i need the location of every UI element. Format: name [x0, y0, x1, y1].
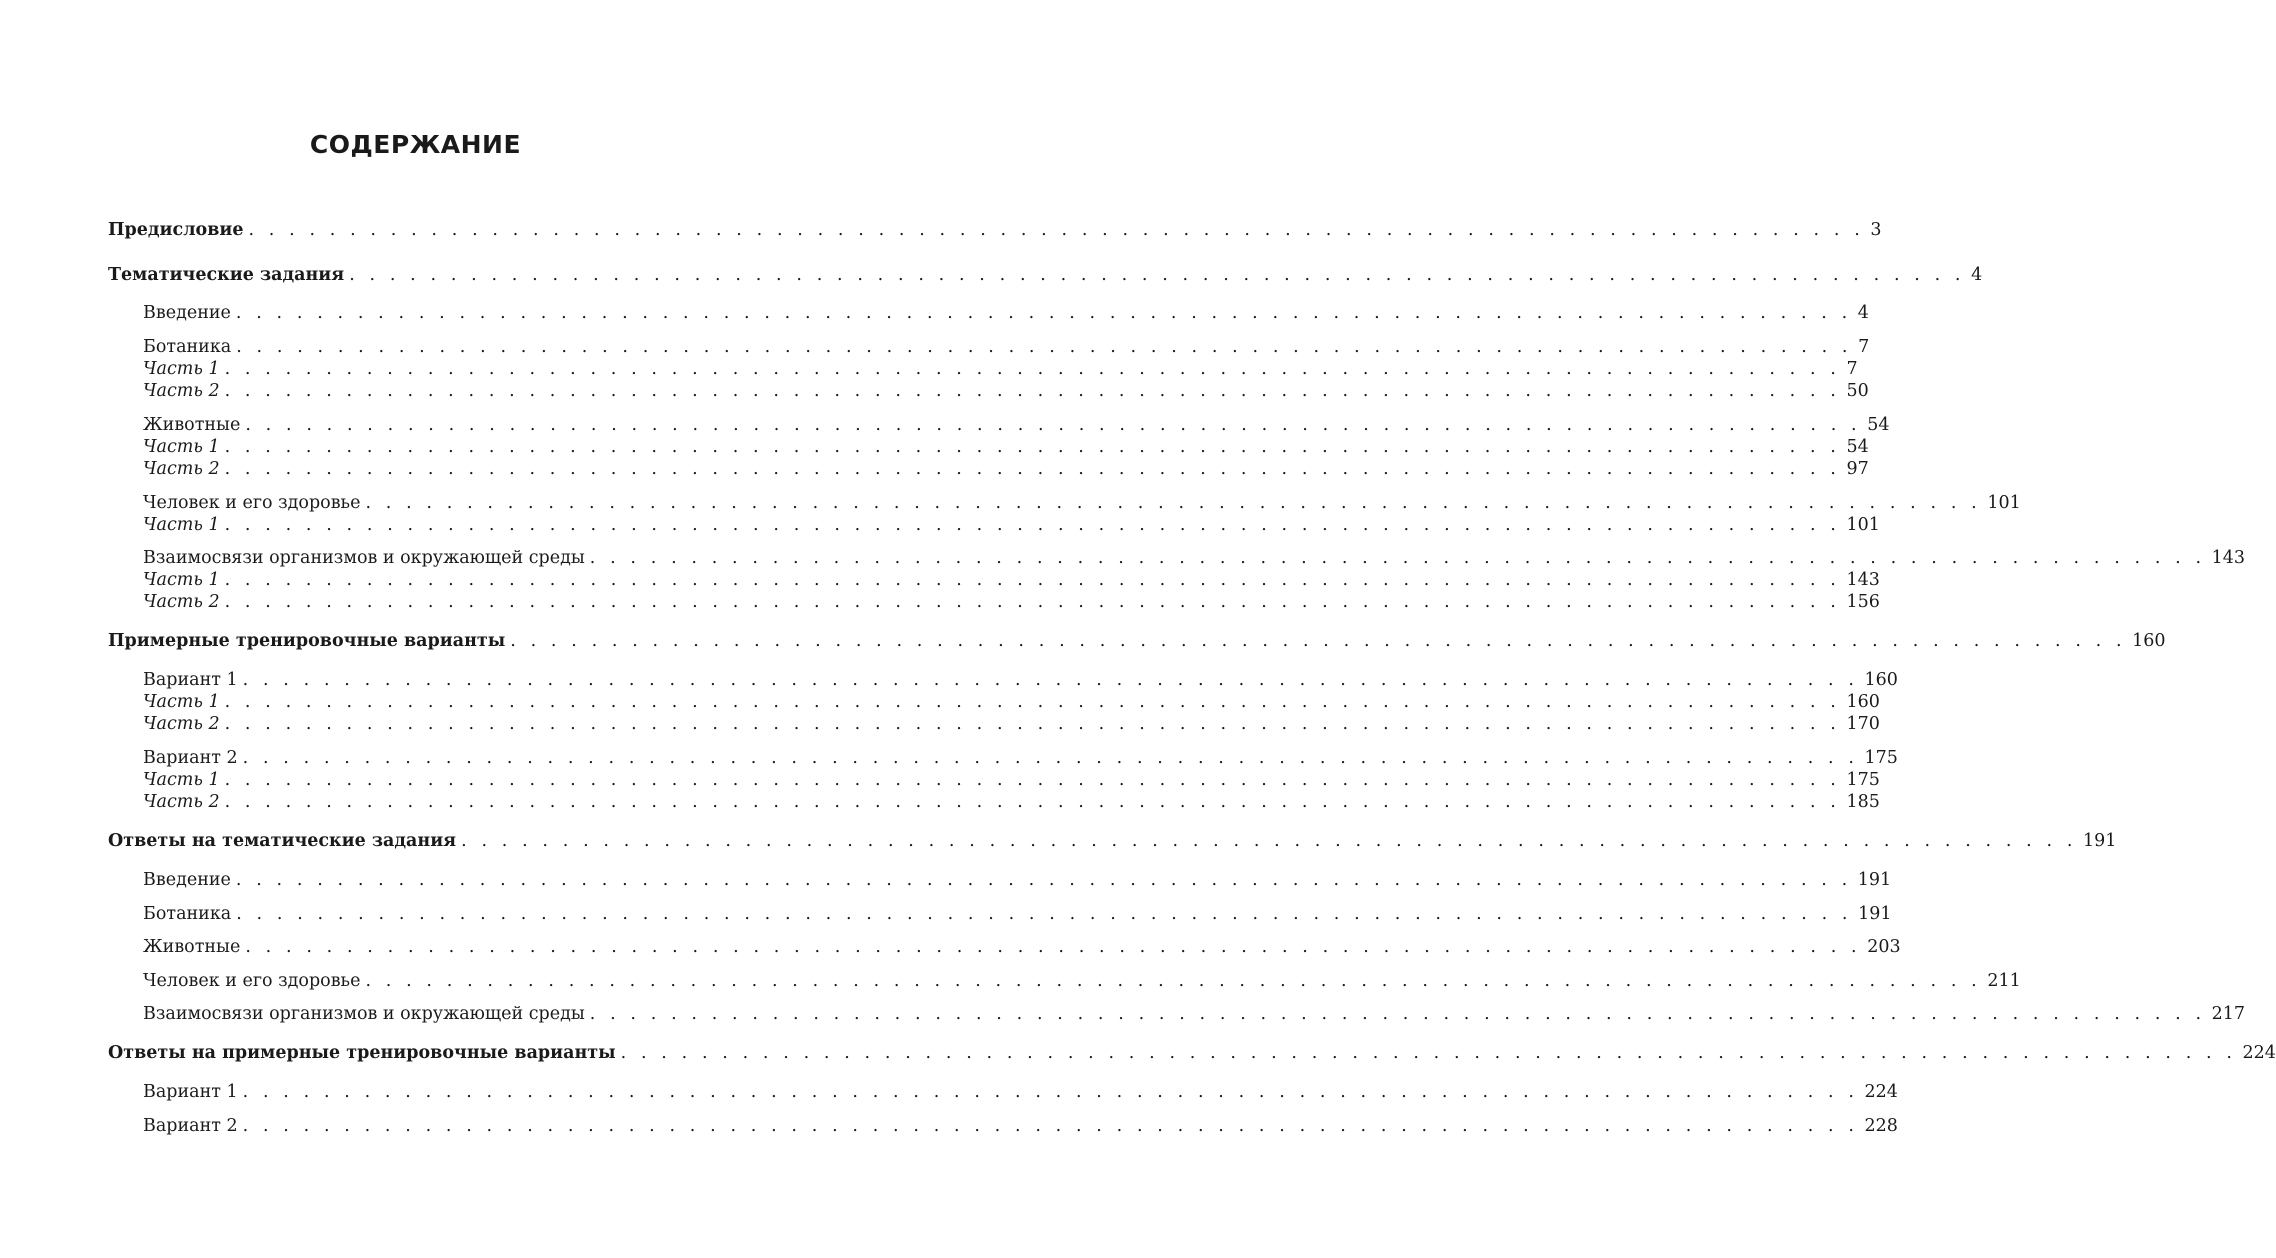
- toc-dot-leader: . . . . . . . . . . . . . . . . . . . . . . . . . . . . . . . . . . . . . . . . . . . . . . . . . . . . . . . . . . . . . . . . . . . . . . . . . . . . . . . .: [224, 381, 1841, 401]
- toc-dot-leader: . . . . . . . . . . . . . . . . . . . . . . . . . . . . . . . . . . . . . . . . . . . . . . . . . . . . . . . . . . . . . . . . . . . . . . . . . . . . . . . .: [224, 592, 1841, 612]
- toc-entry-variant-answers[interactable]: [108, 1042, 2276, 1064]
- toc-entry-variant-2[interactable]: [108, 1115, 1898, 1137]
- toc-entry-label: Вариант 2: [143, 748, 238, 768]
- toc-entry-human-health[interactable]: [108, 970, 2021, 992]
- page-title: СОДЕРЖАНИЕ: [309, 130, 522, 159]
- toc-entry-part[interactable]: [108, 769, 1880, 791]
- toc-entry-part[interactable]: [108, 436, 1869, 458]
- toc-entry-ecology[interactable]: [108, 1003, 2246, 1025]
- toc-dot-leader: . . . . . . . . . . . . . . . . . . . . . . . . . . . . . . . . . . . . . . . . . . . . . . . . . . . . . . . . . . . . . . . . . . . . . . . . . . . . . . . .: [349, 265, 1966, 285]
- toc-entry-thematic-answers[interactable]: [108, 830, 2117, 852]
- toc-entry-ecology[interactable]: [108, 547, 2246, 569]
- toc-page-number: 101: [1846, 515, 1880, 535]
- toc-entry-label: Взаимосвязи организмов и окружающей среды: [143, 548, 585, 568]
- toc-dot-leader: . . . . . . . . . . . . . . . . . . . . . . . . . . . . . . . . . . . . . . . . . . . . . . . . . . . . . . . . . . . . . . . . . . . . . . . . . . . . . . . .: [242, 748, 1859, 768]
- toc-entry-label: Введение: [143, 303, 231, 323]
- toc-entry-part[interactable]: [108, 791, 1880, 813]
- toc-entry-part[interactable]: [108, 458, 1869, 480]
- toc-dot-leader: . . . . . . . . . . . . . . . . . . . . . . . . . . . . . . . . . . . . . . . . . . . . . . . . . . . . . . . . . . . . . . . . . . . . . . . . . . . . . . . .: [242, 1082, 1859, 1102]
- toc-page-number: 54: [1867, 415, 1890, 435]
- toc-page-number: 97: [1846, 459, 1869, 479]
- toc-page-number: 191: [1858, 904, 1892, 924]
- toc-entry-label: Часть 1: [143, 770, 220, 790]
- toc-entry-label: Животные: [143, 937, 241, 957]
- toc-dot-leader: . . . . . . . . . . . . . . . . . . . . . . . . . . . . . . . . . . . . . . . . . . . . . . . . . . . . . . . . . . . . . . . . . . . . . . . . . . . . . . . .: [461, 831, 2077, 851]
- toc-entry-preface[interactable]: [108, 219, 1882, 241]
- toc-entry-label: Вариант 1: [143, 670, 238, 690]
- toc-entry-label: Вариант 2: [143, 1116, 238, 1136]
- toc-dot-leader: . . . . . . . . . . . . . . . . . . . . . . . . . . . . . . . . . . . . . . . . . . . . . . . . . . . . . . . . . . . . . . . . . . . . . . . . . . . . . . . .: [242, 670, 1859, 690]
- toc-entry-label: Часть 2: [143, 792, 220, 812]
- toc-dot-leader: . . . . . . . . . . . . . . . . . . . . . . . . . . . . . . . . . . . . . . . . . . . . . . . . . . . . . . . . . . . . . . . . . . . . . . . . . . . . . . . .: [248, 220, 1865, 240]
- toc-page-number: 7: [1846, 359, 1858, 379]
- toc-dot-leader: . . . . . . . . . . . . . . . . . . . . . . . . . . . . . . . . . . . . . . . . . . . . . . . . . . . . . . . . . . . . . . . . . . . . . . . . . . . . . . . .: [224, 692, 1841, 712]
- toc-entry-label: Часть 1: [143, 359, 220, 379]
- toc-dot-leader: . . . . . . . . . . . . . . . . . . . . . . . . . . . . . . . . . . . . . . . . . . . . . . . . . . . . . . . . . . . . . . . . . . . . . . . . . . . . . . . .: [245, 937, 1862, 957]
- toc-entry-label: Часть 1: [143, 437, 220, 457]
- toc-page-number: 50: [1846, 381, 1869, 401]
- toc-entry-botany[interactable]: [108, 903, 1892, 925]
- toc-page-number: 191: [1857, 870, 1892, 890]
- toc-entry-training-variants[interactable]: [108, 630, 2166, 652]
- toc-dot-leader: . . . . . . . . . . . . . . . . . . . . . . . . . . . . . . . . . . . . . . . . . . . . . . . . . . . . . . . . . . . . . . . . . . . . . . . . . . . . . . . .: [224, 437, 1841, 457]
- toc-page-number: 224: [1864, 1082, 1898, 1102]
- toc-entry-label: Ответы на примерные тренировочные варианты: [108, 1043, 616, 1063]
- toc-entry-label: Тематические задания: [108, 265, 345, 285]
- toc-entry-part[interactable]: [108, 380, 1869, 402]
- toc-page-number: 191: [2083, 831, 2117, 851]
- toc-page-number: 217: [2211, 1004, 2246, 1024]
- toc-page-number: 7: [1858, 337, 1870, 357]
- toc-dot-leader: . . . . . . . . . . . . . . . . . . . . . . . . . . . . . . . . . . . . . . . . . . . . . . . . . . . . . . . . . . . . . . . . . . . . . . . . . . . . . . . .: [620, 1043, 2237, 1063]
- toc-page-number: 160: [1864, 670, 1898, 690]
- toc-entry-variant-1[interactable]: [108, 669, 1898, 691]
- toc-entry-label: Ответы на тематические задания: [108, 831, 457, 851]
- toc-dot-leader: . . . . . . . . . . . . . . . . . . . . . . . . . . . . . . . . . . . . . . . . . . . . . . . . . . . . . . . . . . . . . . . . . . . . . . . . . . . . . . . .: [365, 493, 1982, 513]
- table-of-contents: [108, 0, 2276, 1258]
- toc-entry-variant-1[interactable]: [108, 1081, 1898, 1103]
- toc-page-number: 54: [1846, 437, 1869, 457]
- toc-dot-leader: . . . . . . . . . . . . . . . . . . . . . . . . . . . . . . . . . . . . . . . . . . . . . . . . . . . . . . . . . . . . . . . . . . . . . . . . . . . . . . . .: [245, 415, 1862, 435]
- toc-entry-introduction[interactable]: [108, 302, 1869, 324]
- toc-entry-label: Часть 1: [143, 692, 220, 712]
- toc-page-number: 170: [1846, 714, 1880, 734]
- toc-dot-leader: . . . . . . . . . . . . . . . . . . . . . . . . . . . . . . . . . . . . . . . . . . . . . . . . . . . . . . . . . . . . . . . . . . . . . . . . . . . . . . . .: [510, 631, 2127, 651]
- toc-entry-label: Часть 2: [143, 381, 220, 401]
- toc-dot-leader: . . . . . . . . . . . . . . . . . . . . . . . . . . . . . . . . . . . . . . . . . . . . . . . . . . . . . . . . . . . . . . . . . . . . . . . . . . . . . . . .: [236, 904, 1853, 924]
- toc-entry-thematic-tasks[interactable]: [108, 264, 1983, 286]
- toc-dot-leader: . . . . . . . . . . . . . . . . . . . . . . . . . . . . . . . . . . . . . . . . . . . . . . . . . . . . . . . . . . . . . . . . . . . . . . . . . . . . . . . .: [235, 303, 1852, 323]
- toc-page-number: 203: [1867, 937, 1901, 957]
- toc-page-number: 160: [2132, 631, 2166, 651]
- toc-entry-label: Ботаника: [143, 904, 232, 924]
- toc-dot-leader: . . . . . . . . . . . . . . . . . . . . . . . . . . . . . . . . . . . . . . . . . . . . . . . . . . . . . . . . . . . . . . . . . . . . . . . . . . . . . . . .: [224, 515, 1841, 535]
- toc-entry-label: Часть 2: [143, 714, 220, 734]
- toc-entry-animals[interactable]: [108, 414, 1890, 436]
- toc-dot-leader: . . . . . . . . . . . . . . . . . . . . . . . . . . . . . . . . . . . . . . . . . . . . . . . . . . . . . . . . . . . . . . . . . . . . . . . . . . . . . . . .: [242, 1116, 1859, 1136]
- toc-page-number: 228: [1864, 1116, 1898, 1136]
- toc-dot-leader: . . . . . . . . . . . . . . . . . . . . . . . . . . . . . . . . . . . . . . . . . . . . . . . . . . . . . . . . . . . . . . . . . . . . . . . . . . . . . . . .: [224, 770, 1841, 790]
- toc-entry-label: Вариант 1: [143, 1082, 238, 1102]
- toc-page-number: 156: [1846, 592, 1880, 612]
- toc-entry-variant-2[interactable]: [108, 747, 1898, 769]
- toc-page-number: 175: [1864, 748, 1898, 768]
- toc-dot-leader: . . . . . . . . . . . . . . . . . . . . . . . . . . . . . . . . . . . . . . . . . . . . . . . . . . . . . . . . . . . . . . . . . . . . . . . . . . . . . . . .: [224, 714, 1841, 734]
- toc-entry-botany[interactable]: [108, 336, 1870, 358]
- toc-page-number: 175: [1846, 770, 1880, 790]
- toc-dot-leader: . . . . . . . . . . . . . . . . . . . . . . . . . . . . . . . . . . . . . . . . . . . . . . . . . . . . . . . . . . . . . . . . . . . . . . . . . . . . . . . .: [235, 870, 1852, 890]
- toc-dot-leader: . . . . . . . . . . . . . . . . . . . . . . . . . . . . . . . . . . . . . . . . . . . . . . . . . . . . . . . . . . . . . . . . . . . . . . . . . . . . . . . .: [589, 548, 2206, 568]
- toc-page-number: 4: [1857, 303, 1869, 323]
- toc-dot-leader: . . . . . . . . . . . . . . . . . . . . . . . . . . . . . . . . . . . . . . . . . . . . . . . . . . . . . . . . . . . . . . . . . . . . . . . . . . . . . . . .: [224, 359, 1841, 379]
- toc-page-number: 211: [1987, 971, 2021, 991]
- toc-entry-part[interactable]: [108, 691, 1880, 713]
- toc-entry-label: Часть 1: [143, 515, 220, 535]
- toc-page-number: 143: [2211, 548, 2246, 568]
- toc-entry-label: Животные: [143, 415, 241, 435]
- toc-entry-introduction[interactable]: [108, 869, 1892, 891]
- toc-page-number: 143: [1846, 570, 1880, 590]
- toc-entry-label: Предисловие: [108, 220, 244, 240]
- toc-entry-label: Часть 2: [143, 459, 220, 479]
- toc-entry-part[interactable]: [108, 514, 1880, 536]
- toc-dot-leader: . . . . . . . . . . . . . . . . . . . . . . . . . . . . . . . . . . . . . . . . . . . . . . . . . . . . . . . . . . . . . . . . . . . . . . . . . . . . . . . .: [224, 459, 1841, 479]
- toc-entry-label: Взаимосвязи организмов и окружающей среды: [143, 1004, 585, 1024]
- toc-page-number: 160: [1846, 692, 1880, 712]
- toc-entry-part[interactable]: [108, 569, 1880, 591]
- toc-page-number: 224: [2242, 1043, 2276, 1063]
- toc-dot-leader: . . . . . . . . . . . . . . . . . . . . . . . . . . . . . . . . . . . . . . . . . . . . . . . . . . . . . . . . . . . . . . . . . . . . . . . . . . . . . . . .: [365, 971, 1982, 991]
- toc-entry-label: Введение: [143, 870, 231, 890]
- toc-page-number: 4: [1971, 265, 1983, 285]
- toc-entry-label: Человек и его здоровье: [143, 971, 361, 991]
- toc-entry-animals[interactable]: [108, 936, 1901, 958]
- toc-entry-label: Часть 2: [143, 592, 220, 612]
- toc-dot-leader: . . . . . . . . . . . . . . . . . . . . . . . . . . . . . . . . . . . . . . . . . . . . . . . . . . . . . . . . . . . . . . . . . . . . . . . . . . . . . . . .: [236, 337, 1853, 357]
- toc-page-number: 185: [1846, 792, 1880, 812]
- toc-entry-part[interactable]: [108, 358, 1858, 380]
- toc-entry-label: Ботаника: [143, 337, 232, 357]
- toc-dot-leader: . . . . . . . . . . . . . . . . . . . . . . . . . . . . . . . . . . . . . . . . . . . . . . . . . . . . . . . . . . . . . . . . . . . . . . . . . . . . . . . .: [589, 1004, 2206, 1024]
- toc-dot-leader: . . . . . . . . . . . . . . . . . . . . . . . . . . . . . . . . . . . . . . . . . . . . . . . . . . . . . . . . . . . . . . . . . . . . . . . . . . . . . . . .: [224, 570, 1841, 590]
- toc-entry-label: Часть 1: [143, 570, 220, 590]
- toc-dot-leader: . . . . . . . . . . . . . . . . . . . . . . . . . . . . . . . . . . . . . . . . . . . . . . . . . . . . . . . . . . . . . . . . . . . . . . . . . . . . . . . .: [224, 792, 1841, 812]
- toc-entry-part[interactable]: [108, 713, 1880, 735]
- toc-page-number: 3: [1870, 220, 1882, 240]
- toc-page-number: 101: [1987, 493, 2021, 513]
- toc-entry-label: Человек и его здоровье: [143, 493, 361, 513]
- toc-entry-part[interactable]: [108, 591, 1880, 613]
- toc-entry-human-health[interactable]: [108, 492, 2021, 514]
- toc-entry-label: Примерные тренировочные варианты: [108, 631, 506, 651]
